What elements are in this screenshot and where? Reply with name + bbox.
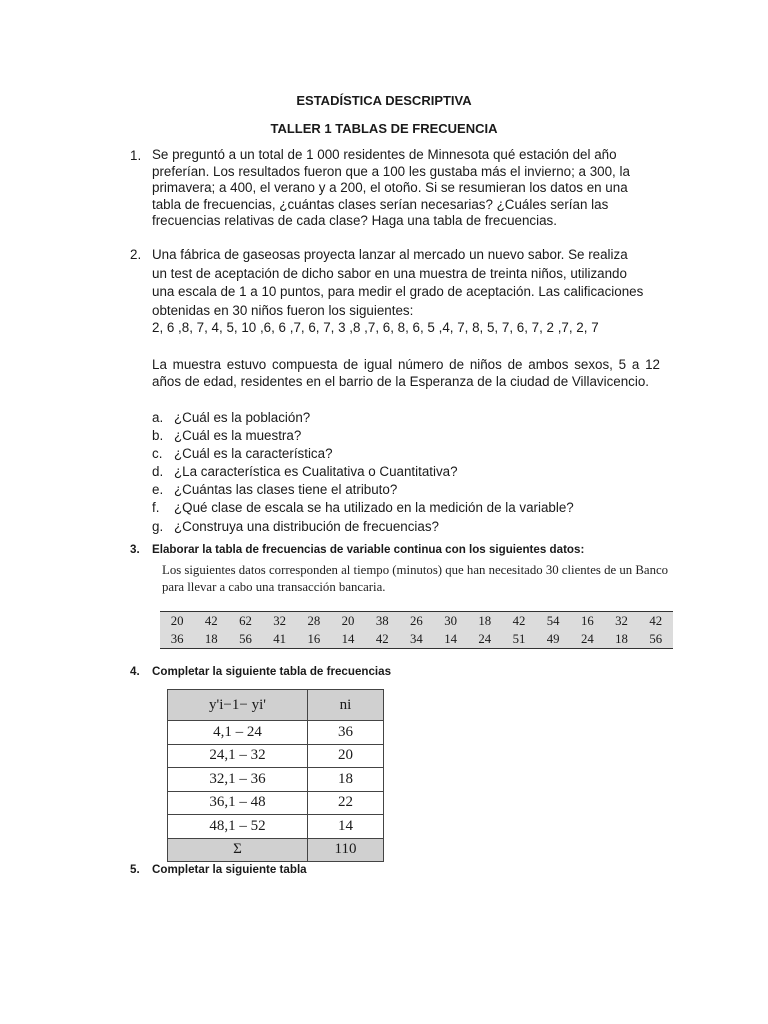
q2-scores: 2, 6 ,8, 7, 4, 5, 10 ,6, 6 ,7, 6, 7, 3 ,8 ,7, 6, 8, 6, 5 ,4, 7, 8, 5, 7, 6, 7, 2 ,7, 2, 7 xyxy=(152,319,599,335)
q1-line: frecuencias relativas de cada clase? Haga una tabla de frecuencias. xyxy=(152,213,557,229)
q1-line: Se preguntó a un total de 1 000 residentes de Minnesota qué estación del año xyxy=(152,147,617,162)
table-row xyxy=(168,815,384,839)
table-cell: 36 xyxy=(170,631,184,646)
q2-number: 2. xyxy=(130,247,142,262)
table-cell: 28 xyxy=(307,613,321,628)
table-cell: 24 xyxy=(580,631,594,646)
q2-item: c. ¿Cuál es la característica? xyxy=(152,446,333,462)
table-cell: 41 xyxy=(273,631,287,646)
table-cell: 16 xyxy=(580,613,594,628)
table-cell: 20 xyxy=(308,744,384,768)
q2-paragraph: La muestra estuvo compuesta de igual número de niños de ambos sexos, 5 a 12 años de edad, residentes en el barrio de la Esperanza de la ciudad de Villavicencio. xyxy=(152,357,660,390)
table-cell: 32 xyxy=(273,613,287,628)
q3-intro xyxy=(162,562,682,596)
q2-text xyxy=(152,246,643,302)
table-cell: 56 xyxy=(239,631,252,646)
table-cell: 42 xyxy=(204,613,218,628)
table-cell: 42 xyxy=(375,631,389,646)
table-cell: 36 xyxy=(308,721,384,745)
q3-intro-line: para llevar a cabo una transacción bancaria. xyxy=(162,580,386,594)
table-cell: 18 xyxy=(204,631,218,646)
table-cell: 24 xyxy=(478,631,492,646)
q2-text-cont xyxy=(152,303,599,336)
table-cell: 54 xyxy=(546,613,560,628)
column-header-frequency: ni xyxy=(308,690,384,721)
table-cell: 32 xyxy=(615,613,628,628)
total-label: Σ xyxy=(168,838,308,862)
table-cell: 20 xyxy=(170,613,184,628)
q2-item: e. ¿Cuántas las clases tiene el atributo? xyxy=(152,482,398,498)
q2-item: d. ¿La característica es Cualitativa o Cuantitativa? xyxy=(152,464,458,480)
q4-frequency-table xyxy=(167,689,384,862)
q2-line: un test de aceptación de dicho sabor en una muestra de treinta niños, utilizando xyxy=(152,265,627,281)
q1-number: 1. xyxy=(130,148,142,163)
table-cell: 14 xyxy=(444,631,457,646)
q1-line: primavera; a 400, el verano y a 200, el otoño. Si se resumieran los datos en una xyxy=(152,180,628,196)
table-header-row xyxy=(168,690,384,721)
q4-heading: 4. Completar la siguiente tabla de frecuencias xyxy=(130,665,392,678)
table-row xyxy=(160,630,673,649)
q2-item: f. ¿Qué clase de escala se ha utilizado en la medición de la variable? xyxy=(152,500,574,516)
q2-item: a. ¿Cuál es la población? xyxy=(152,410,311,425)
table-cell: 30 xyxy=(444,613,457,628)
table-cell: 42 xyxy=(512,613,526,628)
table-cell: 38 xyxy=(375,613,389,628)
q3-intro-line: Los siguientes datos corresponden al tiempo (minutos) que han necesitado 30 clientes de un Banco xyxy=(162,563,669,577)
q2-line: obtenidas en 30 niños fueron los siguientes: xyxy=(152,303,414,318)
table-cell: 16 xyxy=(307,631,321,646)
document-title: ESTADÍSTICA DESCRIPTIVA xyxy=(296,93,472,108)
table-cell: 18 xyxy=(615,631,628,646)
q5-heading: 5. Completar la siguiente tabla xyxy=(130,863,307,876)
q1-text xyxy=(152,147,630,230)
table-row xyxy=(168,744,384,768)
document-subtitle: TALLER 1 TABLAS DE FRECUENCIA xyxy=(270,121,498,136)
table-total-row xyxy=(168,838,384,862)
table-cell: 14 xyxy=(308,815,384,839)
table-cell: 48,1 – 52 xyxy=(168,815,308,839)
table-cell: 20 xyxy=(341,613,355,628)
q2-item: g. ¿Construya una distribución de frecuencias? xyxy=(152,518,439,534)
table-cell: 22 xyxy=(308,791,384,815)
table-cell: 32,1 – 36 xyxy=(168,768,308,792)
q1-line: preferían. Los resultados fueron que a 100 les gustaba más el invierno; a 300, la xyxy=(152,163,630,179)
table-cell: 14 xyxy=(341,631,355,646)
table-row xyxy=(160,612,673,631)
q2-item: b. ¿Cuál es la muestra? xyxy=(152,428,302,444)
table-cell: 36,1 – 48 xyxy=(168,791,308,815)
table-cell: 51 xyxy=(512,631,526,646)
total-value: 110 xyxy=(308,838,384,862)
q2-line: Una fábrica de gaseosas proyecta lanzar al mercado un nuevo sabor. Se realiza xyxy=(152,247,628,262)
table-cell: 49 xyxy=(546,631,560,646)
table-row xyxy=(168,721,384,745)
table-cell: 18 xyxy=(478,613,492,628)
table-row xyxy=(168,768,384,792)
q2-line: una escala de 1 a 10 puntos, para medir el grado de aceptación. Las calificaciones xyxy=(152,284,644,300)
table-cell: 18 xyxy=(308,768,384,792)
q1-line: tabla de frecuencias, ¿cuántas clases serían necesarias? ¿Cuáles serían las xyxy=(152,196,609,212)
q3-heading: 3. Elaborar la tabla de frecuencias de variable continua con los siguientes datos: xyxy=(130,543,585,556)
q2-subquestions xyxy=(152,409,574,536)
table-cell: 56 xyxy=(649,631,663,646)
q3-data-table xyxy=(160,611,673,649)
column-header-interval: y'i−1− yi' xyxy=(168,690,308,721)
table-cell: 4,1 – 24 xyxy=(168,721,308,745)
table-cell: 34 xyxy=(410,631,423,646)
table-cell: 62 xyxy=(239,613,252,628)
table-row xyxy=(168,791,384,815)
table-cell: 26 xyxy=(410,613,423,628)
table-cell: 42 xyxy=(649,613,663,628)
table-cell: 24,1 – 32 xyxy=(168,744,308,768)
